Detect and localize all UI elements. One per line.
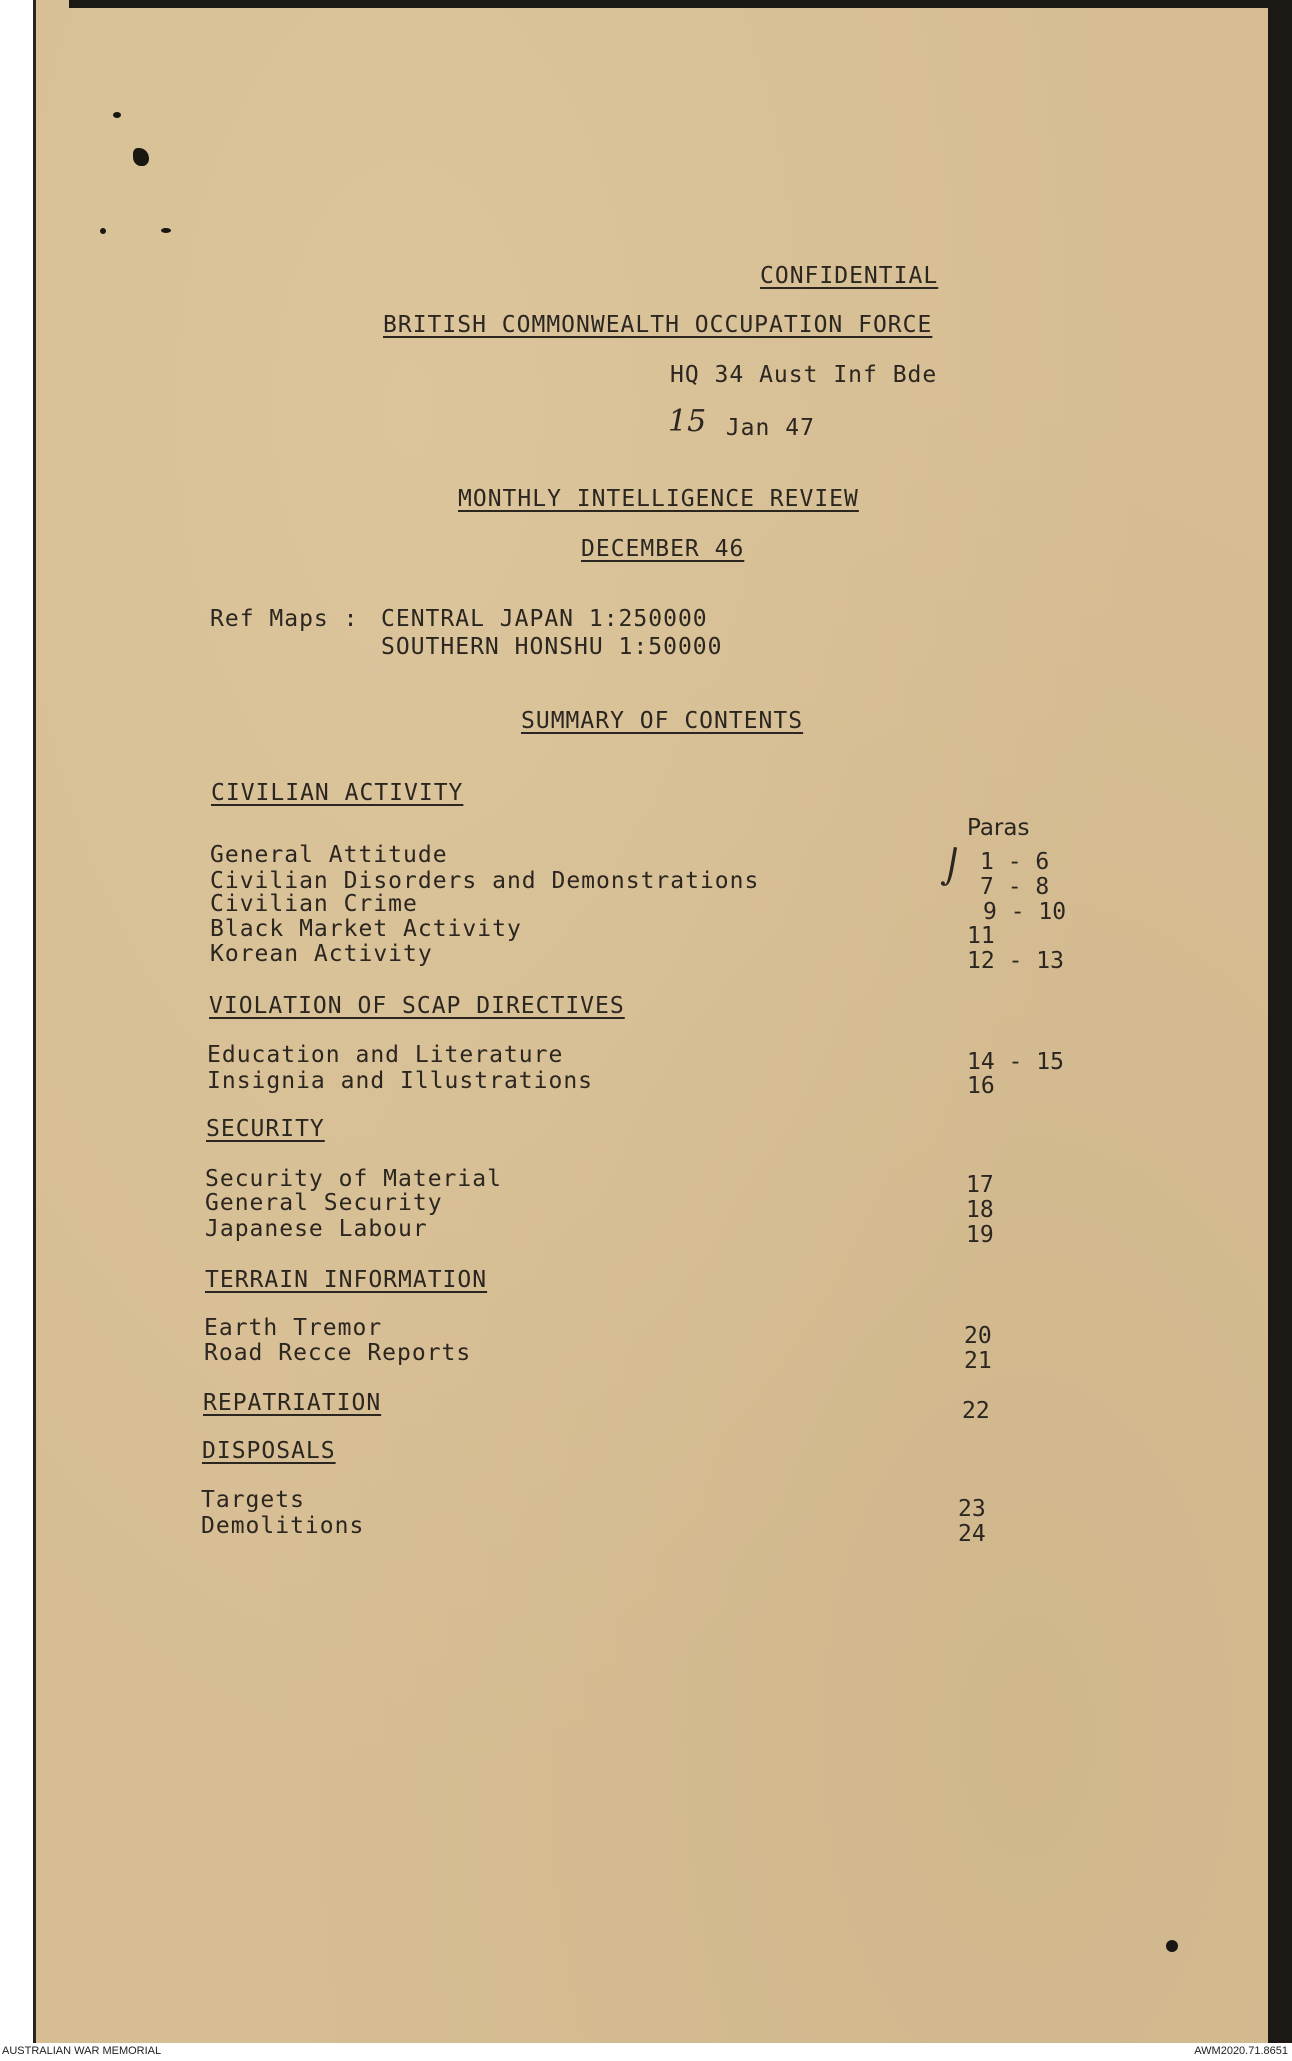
page-title: MONTHLY INTELLIGENCE REVIEW	[458, 486, 859, 512]
list-item-paras: 19	[966, 1222, 994, 1248]
section-heading-violation-of-scap-directives: VIOLATION OF SCAP DIRECTIVES	[209, 993, 625, 1019]
scan-frame-top	[69, 0, 1292, 8]
list-item-label: Demolitions	[201, 1513, 365, 1539]
section-heading-repatriation: REPATRIATION	[203, 1390, 382, 1416]
list-item-label: Earth Tremor	[204, 1315, 383, 1341]
handwritten-day: 15	[668, 404, 707, 439]
list-item-paras: 17	[966, 1172, 994, 1198]
document-page	[33, 0, 1274, 2043]
list-item-paras: 16	[967, 1073, 995, 1099]
list-item-paras: 9 - 10	[983, 899, 1067, 925]
review-month: DECEMBER 46	[581, 536, 745, 562]
ink-blot	[1166, 1940, 1178, 1952]
section-heading-terrain-information: TERRAIN INFORMATION	[205, 1267, 488, 1293]
list-item-paras: 24	[958, 1521, 986, 1547]
classification-marking: CONFIDENTIAL	[760, 263, 939, 289]
section-heading-disposals: DISPOSALS	[202, 1438, 336, 1464]
list-item-label: Insignia and Illustrations	[207, 1068, 594, 1094]
list-item-paras: 1 - 6	[980, 849, 1050, 875]
list-item-label: Japanese Labour	[205, 1216, 428, 1242]
list-item-paras: 20	[964, 1323, 992, 1349]
list-item-label: Korean Activity	[210, 941, 433, 967]
section-paras: 22	[962, 1398, 990, 1424]
list-item-paras: 23	[958, 1496, 986, 1522]
list-item-paras: 12 - 13	[967, 948, 1064, 974]
summary-heading: SUMMARY OF CONTENTS	[521, 708, 804, 734]
ref-map-2: SOUTHERN HONSHU 1:50000	[381, 634, 723, 660]
ink-blot	[133, 148, 149, 166]
ink-blot	[113, 112, 121, 118]
paras-column-label: Paras	[967, 815, 1030, 841]
list-item-label: Education and Literature	[207, 1042, 564, 1068]
scan-frame-right	[1268, 0, 1292, 2043]
section-heading-civilian-activity: CIVILIAN ACTIVITY	[211, 780, 464, 806]
organisation-name: BRITISH COMMONWEALTH OCCUPATION FORCE	[383, 312, 933, 338]
document-date	[668, 404, 815, 443]
footer-accession-number: AWM2020.71.8651	[1194, 2045, 1288, 2057]
list-item-label: General Security	[205, 1190, 443, 1216]
ink-blot	[100, 228, 106, 234]
list-item-paras: 11	[967, 923, 995, 949]
list-item-paras: 14 - 15	[967, 1049, 1064, 1075]
section-heading-security: SECURITY	[206, 1116, 325, 1142]
list-item-paras: 18	[966, 1197, 994, 1223]
unit-name: HQ 34 Aust Inf Bde	[670, 362, 938, 388]
ink-blot	[161, 228, 171, 233]
list-item-label: Road Recce Reports	[204, 1340, 472, 1366]
list-item-label: Black Market Activity	[210, 916, 522, 942]
ref-maps-label: Ref Maps :	[210, 606, 359, 632]
list-item-label: Targets	[201, 1487, 305, 1513]
date-month-year: Jan 47	[725, 415, 815, 441]
ref-map-1: CENTRAL JAPAN 1:250000	[381, 606, 708, 632]
list-item-paras: 21	[964, 1348, 992, 1374]
list-item-label: Civilian Crime	[210, 891, 418, 917]
list-item-label: General Attitude	[210, 842, 448, 868]
list-item-label: Security of Material	[205, 1166, 502, 1192]
list-item-label: Civilian Disorders and Demonstrations	[210, 868, 760, 894]
handwritten-mark: ⌡	[939, 846, 965, 890]
list-item-paras: 7 - 8	[980, 874, 1050, 900]
footer-institution: AUSTRALIAN WAR MEMORIAL	[2, 2045, 162, 2057]
